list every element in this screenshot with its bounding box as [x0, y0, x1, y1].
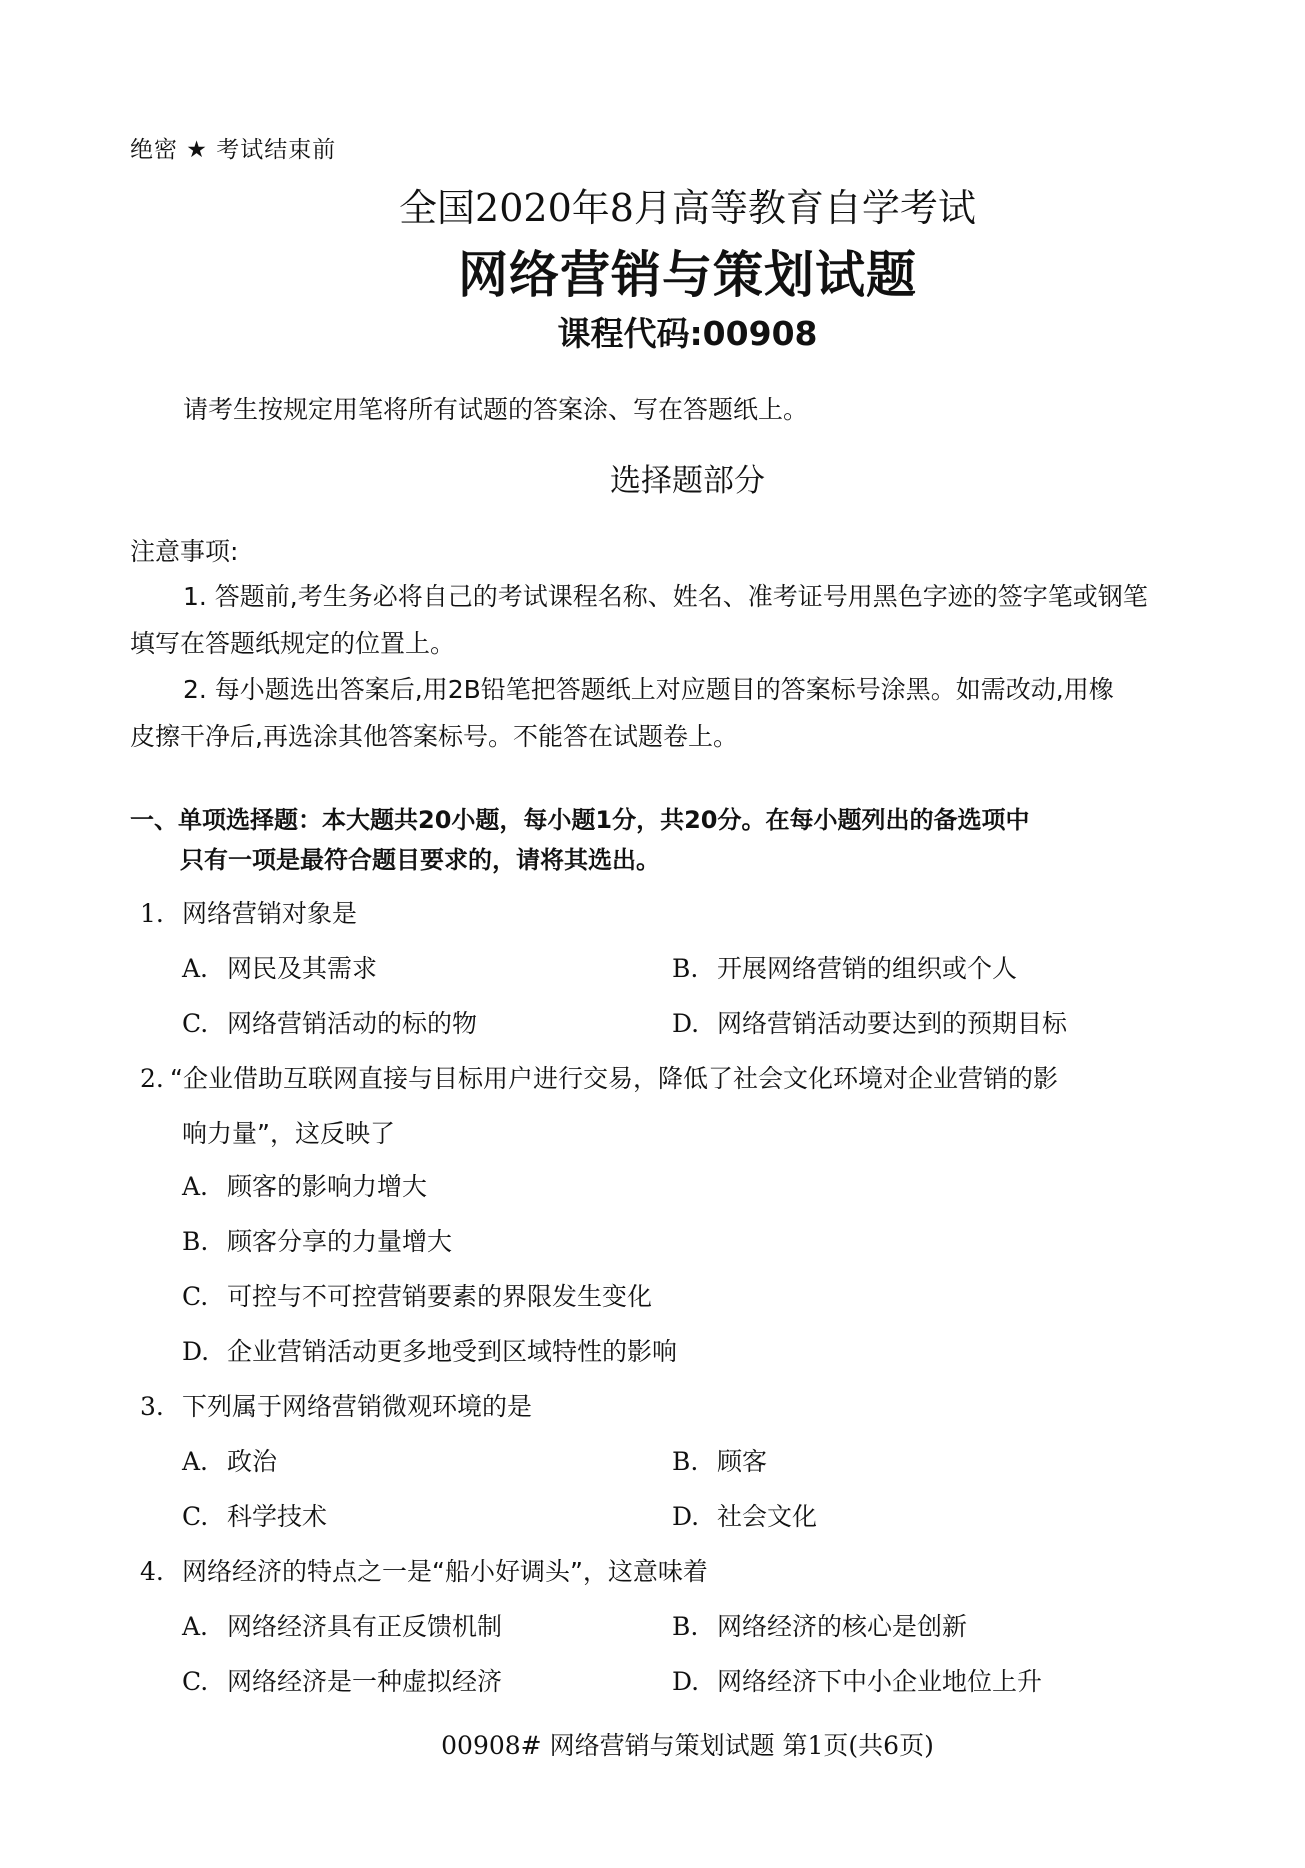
q3-option-d[interactable]: D. 社会文化	[672, 1502, 818, 1531]
q1-option-c[interactable]: C. 网络营销活动的标的物	[182, 1009, 478, 1038]
q1-option-a[interactable]: A. 网民及其需求	[182, 954, 378, 983]
q4-option-a[interactable]: A. 网络经济具有正反馈机制	[182, 1612, 503, 1641]
page-footer: 00908# 网络营销与策划试题 第1页(共6页)	[441, 1731, 934, 1760]
general-instruction: 请考生按规定用笔将所有试题的答案涂、写在答题纸上。	[183, 395, 809, 424]
question-number: 3.	[140, 1392, 164, 1421]
part-heading: 选择题部分	[610, 463, 765, 499]
q1-option-b[interactable]: B. 开展网络营销的组织或个人	[672, 954, 1018, 983]
q4-option-b[interactable]: B. 网络经济的核心是创新	[672, 1612, 968, 1641]
question-2	[140, 1059, 1058, 1095]
question-stem: 网络营销对象是	[182, 899, 358, 928]
exam-title: 全国2020年8月高等教育自学考试	[399, 186, 976, 230]
section-heading-line-1: 一、单项选择题：本大题共20小题，每小题1分，共20分。在每小题列出的备选项中	[130, 806, 1030, 834]
q1-option-d[interactable]: D. 网络营销活动要达到的预期目标	[672, 1009, 1068, 1038]
note-2-line-1: 2. 每小题选出答案后,用2B铅笔把答题纸上对应题目的答案标号涂黑。如需改动,用橡	[183, 675, 1114, 704]
confidential-label: 绝密 ★ 考试结束前	[130, 137, 337, 163]
paper-title: 网络营销与策划试题	[458, 246, 917, 304]
q4-option-c[interactable]: C. 网络经济是一种虚拟经济	[182, 1667, 503, 1696]
question-number: 2.	[140, 1064, 164, 1093]
note-1-line-1: 1. 答题前,考生务必将自己的考试课程名称、姓名、准考证号用黑色字迹的签字笔或钢笔	[183, 582, 1148, 611]
question-4	[140, 1552, 708, 1588]
course-code: 课程代码:00908	[557, 314, 818, 353]
question-number: 1.	[140, 899, 164, 928]
section-heading-line-2: 只有一项是最符合题目要求的，请将其选出。	[180, 846, 660, 874]
q4-option-d[interactable]: D. 网络经济下中小企业地位上升	[672, 1667, 1043, 1696]
q3-option-a[interactable]: A. 政治	[182, 1447, 278, 1476]
question-2-stem-line-2: 响力量”，这反映了	[182, 1119, 395, 1148]
question-3	[140, 1387, 532, 1423]
q2-option-c[interactable]: C. 可控与不可控营销要素的界限发生变化	[182, 1282, 653, 1311]
question-number: 4.	[140, 1557, 164, 1586]
notes-title: 注意事项:	[130, 537, 239, 566]
q2-option-d[interactable]: D. 企业营销活动更多地受到区域特性的影响	[182, 1337, 678, 1366]
q2-option-b[interactable]: B. 顾客分享的力量增大	[182, 1227, 453, 1256]
note-1-line-2: 填写在答题纸规定的位置上。	[130, 629, 456, 658]
question-1	[140, 894, 357, 930]
note-2-line-2: 皮擦干净后,再选涂其他答案标号。不能答在试题卷上。	[130, 722, 738, 751]
question-stem: 下列属于网络营销微观环境的是	[182, 1392, 533, 1421]
question-stem: “企业借助互联网直接与目标用户进行交易，降低了社会文化环境对企业营销的影	[170, 1064, 1058, 1093]
q3-option-c[interactable]: C. 科学技术	[182, 1502, 328, 1531]
q3-option-b[interactable]: B. 顾客	[672, 1447, 768, 1476]
q2-option-a[interactable]: A. 顾客的影响力增大	[182, 1172, 428, 1201]
question-stem: 网络经济的特点之一是“船小好调头”，这意味着	[182, 1557, 708, 1586]
